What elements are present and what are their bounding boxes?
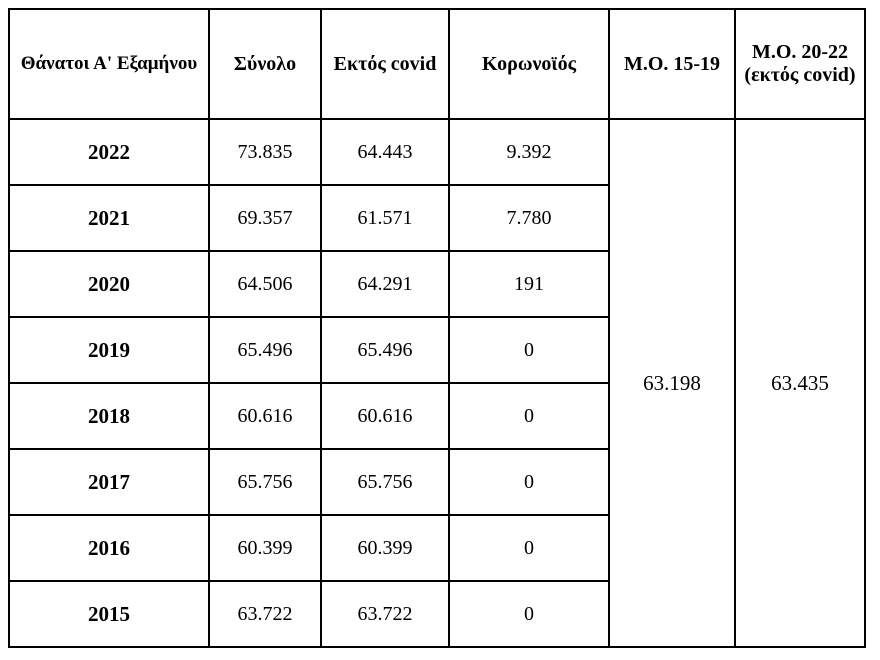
cell-total: 69.357 bbox=[209, 185, 321, 251]
cell-non-covid: 64.291 bbox=[321, 251, 449, 317]
column-header-non-covid: Εκτός covid bbox=[321, 9, 449, 119]
cell-covid: 7.780 bbox=[449, 185, 609, 251]
cell-year: 2015 bbox=[9, 581, 209, 647]
column-header-covid: Κορωνοϊός bbox=[449, 9, 609, 119]
column-header-total: Σύνολο bbox=[209, 9, 321, 119]
deaths-statistics-table bbox=[8, 8, 866, 648]
cell-total: 65.496 bbox=[209, 317, 321, 383]
cell-average-15-19: 63.198 bbox=[609, 119, 735, 647]
cell-covid: 191 bbox=[449, 251, 609, 317]
cell-year: 2022 bbox=[9, 119, 209, 185]
cell-non-covid: 60.616 bbox=[321, 383, 449, 449]
cell-covid: 9.392 bbox=[449, 119, 609, 185]
cell-year: 2021 bbox=[9, 185, 209, 251]
column-header-period: Θάνατοι Α' Εξαμήνου bbox=[9, 9, 209, 119]
cell-year: 2018 bbox=[9, 383, 209, 449]
cell-total: 63.722 bbox=[209, 581, 321, 647]
cell-total: 60.399 bbox=[209, 515, 321, 581]
cell-non-covid: 64.443 bbox=[321, 119, 449, 185]
cell-year: 2020 bbox=[9, 251, 209, 317]
cell-covid: 0 bbox=[449, 581, 609, 647]
cell-covid: 0 bbox=[449, 449, 609, 515]
cell-non-covid: 61.571 bbox=[321, 185, 449, 251]
header-row bbox=[9, 9, 865, 119]
cell-total: 60.616 bbox=[209, 383, 321, 449]
cell-year: 2019 bbox=[9, 317, 209, 383]
cell-year: 2016 bbox=[9, 515, 209, 581]
cell-total: 64.506 bbox=[209, 251, 321, 317]
cell-non-covid: 60.399 bbox=[321, 515, 449, 581]
cell-non-covid: 63.722 bbox=[321, 581, 449, 647]
column-header-average-20-22: Μ.Ο. 20-22 (εκτός covid) bbox=[735, 9, 865, 119]
table-header bbox=[9, 9, 865, 119]
table-body bbox=[9, 119, 865, 647]
table-row bbox=[9, 119, 865, 185]
cell-non-covid: 65.756 bbox=[321, 449, 449, 515]
cell-covid: 0 bbox=[449, 383, 609, 449]
cell-total: 73.835 bbox=[209, 119, 321, 185]
cell-covid: 0 bbox=[449, 317, 609, 383]
cell-total: 65.756 bbox=[209, 449, 321, 515]
cell-average-20-22: 63.435 bbox=[735, 119, 865, 647]
cell-covid: 0 bbox=[449, 515, 609, 581]
cell-non-covid: 65.496 bbox=[321, 317, 449, 383]
column-header-average-15-19: Μ.Ο. 15-19 bbox=[609, 9, 735, 119]
cell-year: 2017 bbox=[9, 449, 209, 515]
